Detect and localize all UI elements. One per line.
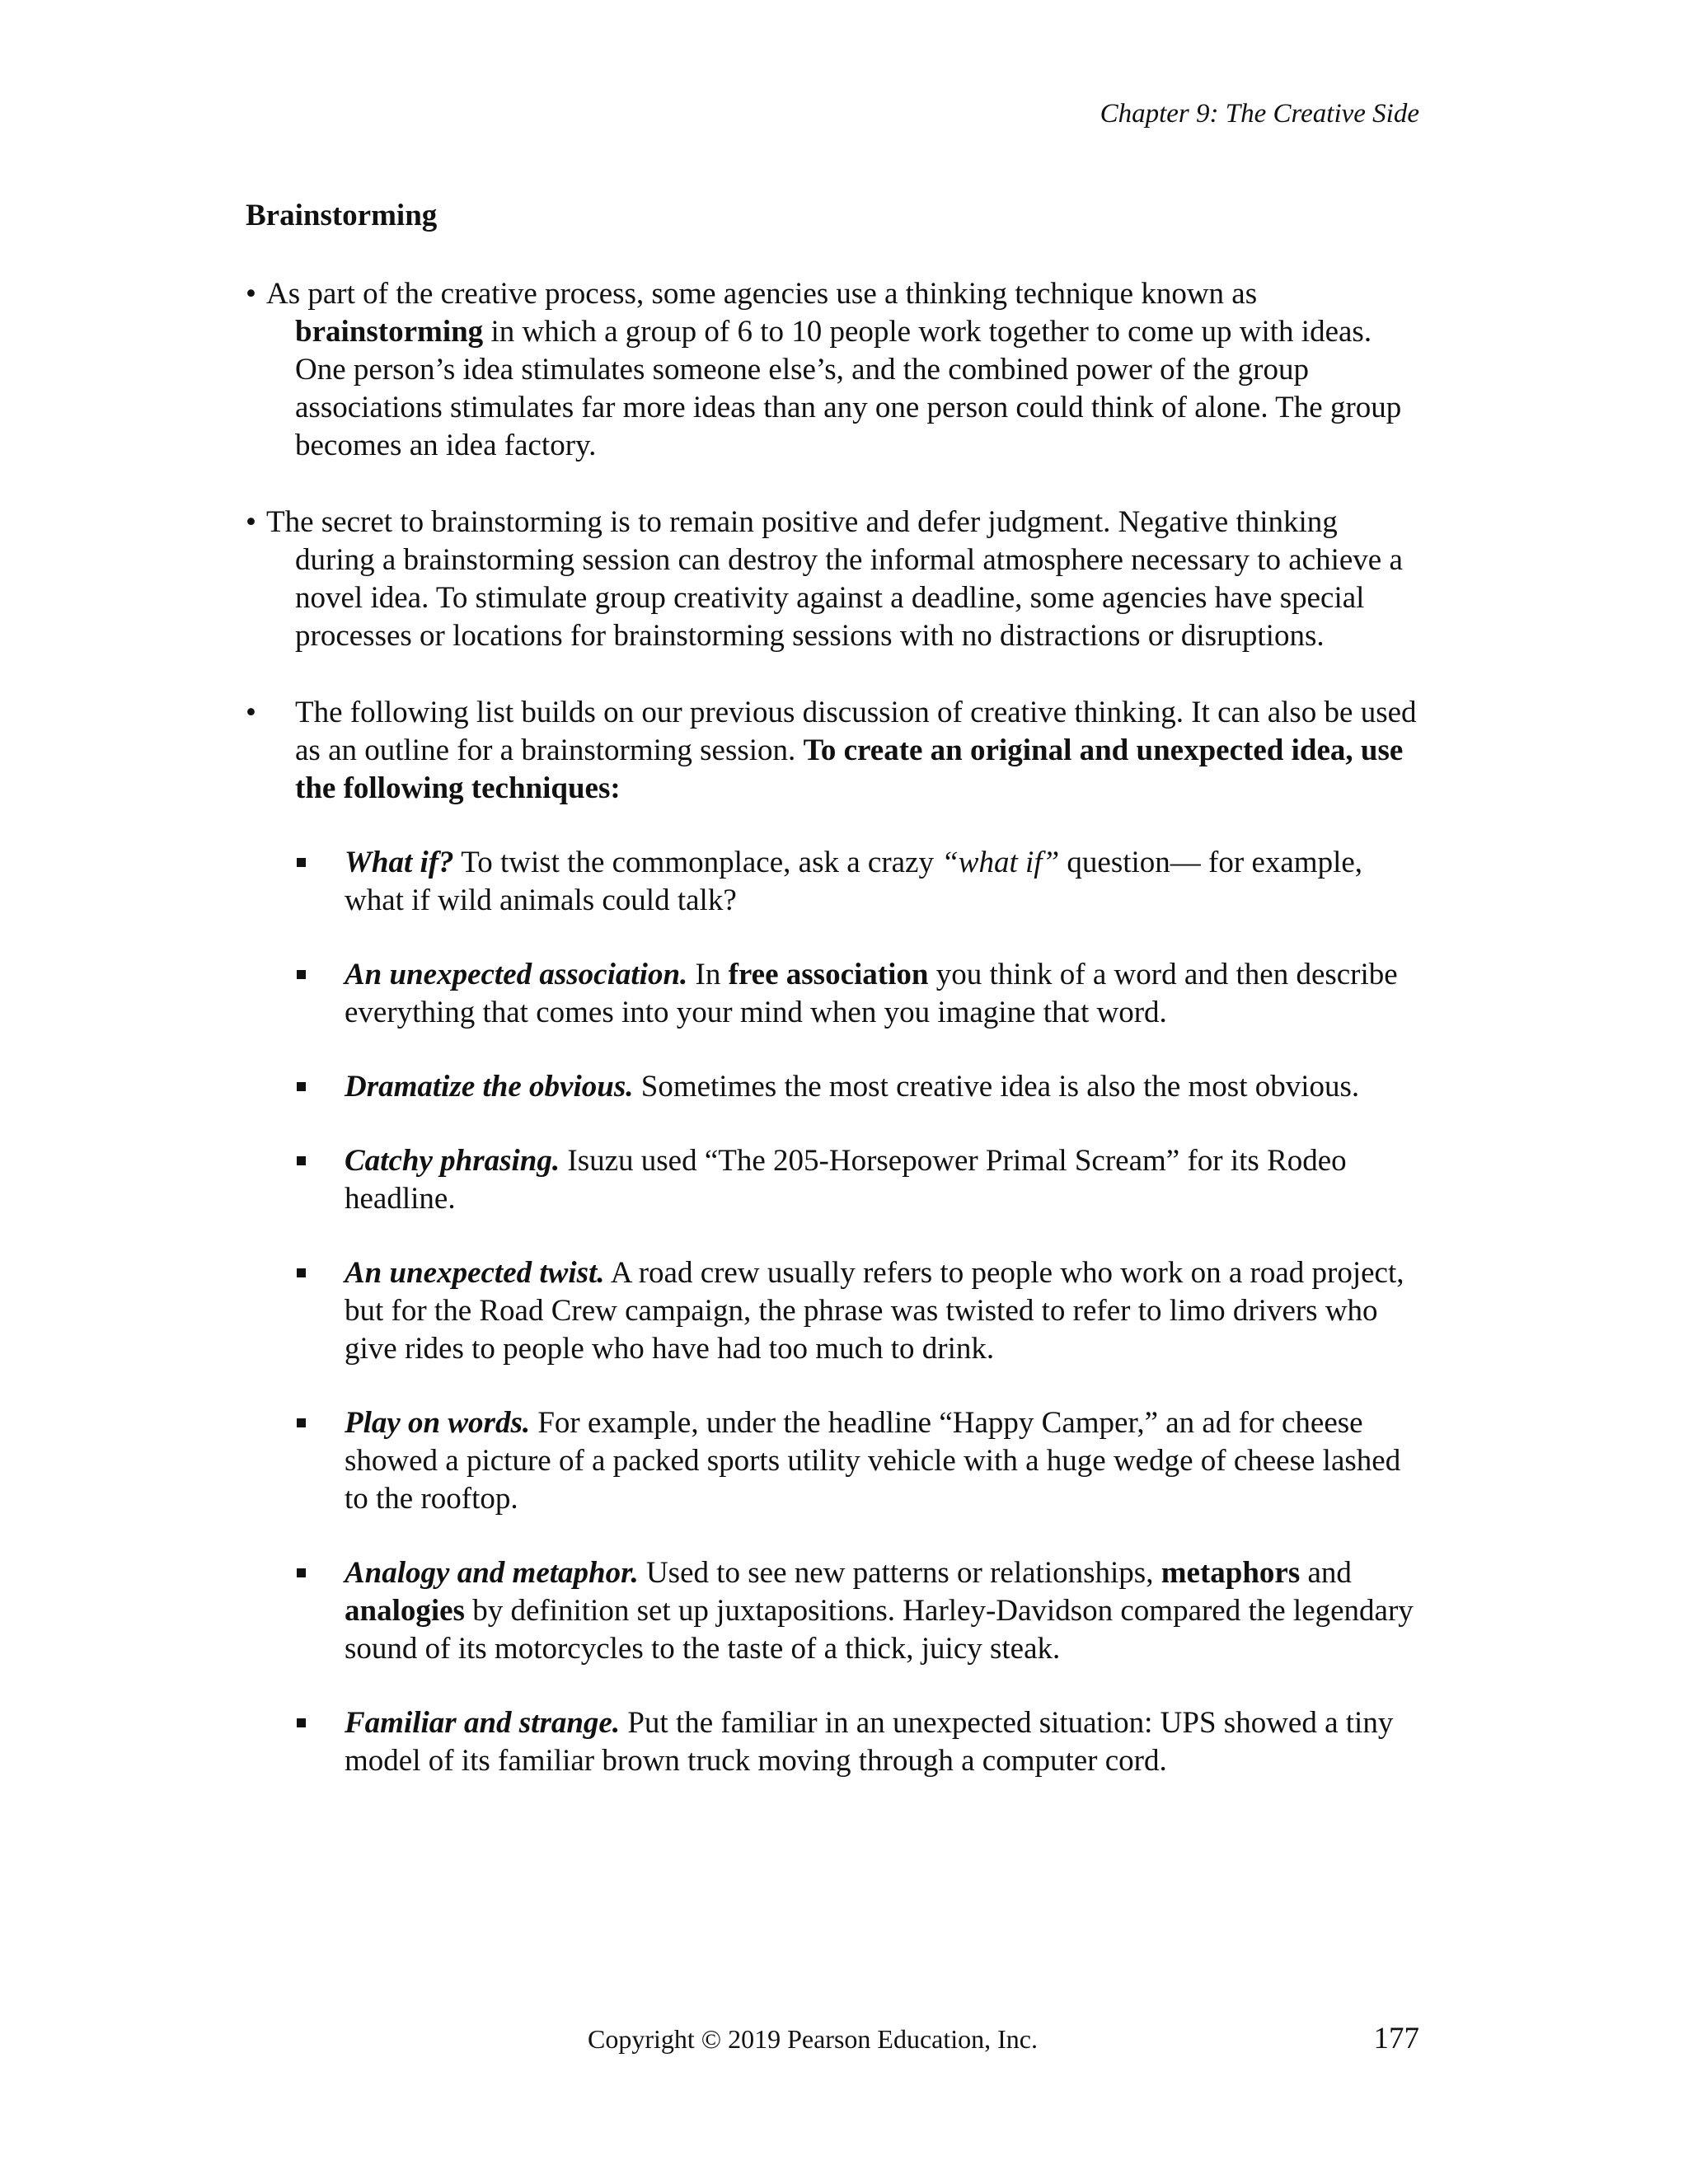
technique-text: In	[687, 958, 729, 991]
paragraph-brainstorming-secret	[246, 504, 1424, 655]
technique-text: Isuzu used “The 205-Horsepower Primal Scream” for its Rodeo headline.	[345, 1144, 1347, 1216]
technique-text: To twist the commonplace, ask a crazy	[453, 846, 942, 879]
square-bullet-icon	[297, 858, 306, 867]
bullet: •	[246, 696, 256, 729]
key-term-brainstorming: brainstorming	[295, 315, 484, 349]
key-term: analogies	[345, 1594, 465, 1628]
list-item	[295, 844, 1424, 920]
list-item	[295, 1554, 1424, 1668]
paragraph-techniques-intro	[246, 694, 1424, 808]
square-bullet-icon	[297, 1268, 306, 1277]
technique-lead: Dramatize the obvious.	[345, 1070, 634, 1104]
technique-text: For example, under the headline “Happy Camper,” an ad for cheese showed a picture of a packed sports utility vehicle with a huge wedge of cheese lashed to the rooftop.	[345, 1406, 1401, 1516]
square-bullet-icon	[297, 970, 306, 979]
square-bullet-icon	[297, 1418, 306, 1427]
technique-text: Used to see new patterns or relationships,	[638, 1556, 1161, 1590]
paragraph-text: in which a group of 6 to 10 people work together to come up with ideas. One person’s idea stimulates someone else’s, and the combined power of the group associations stimulates far more ideas than any one person could think of alone. The group becomes an idea factory.	[295, 315, 1402, 462]
technique-text: Put the familiar in an unexpected situation: UPS showed a tiny model of its familiar brown truck moving through a computer cord.	[345, 1706, 1394, 1778]
square-bullet-icon	[297, 1568, 306, 1577]
bullet: •	[246, 505, 256, 539]
paragraph-bold-text: To create an original and unexpected idea, use the following techniques:	[295, 733, 1404, 805]
technique-lead: Play on words.	[345, 1406, 531, 1440]
technique-text: question— for example, what if wild animals could talk?	[345, 846, 1363, 917]
list-item	[295, 956, 1424, 1032]
paragraph-text: The secret to brainstorming is to remain positive and defer judgment. Negative thinking during a brainstorming session can destroy the informal atmosphere necessary to achieve a novel idea. To stimulate group creativity against a deadline, some agencies have special processes or locations for brainstorming sessions with no distractions or disruptions.	[266, 505, 1403, 653]
square-bullet-icon	[297, 1156, 306, 1165]
technique-lead: An unexpected association.	[345, 958, 688, 991]
technique-text: by definition set up juxtapositions. Harley-Davidson compared the legendary sound of its motorcycles to the taste of a thick, juicy steak.	[345, 1594, 1414, 1666]
list-item	[295, 1404, 1424, 1518]
paragraph-text: The following list builds on our previous discussion of creative thinking. It can also be used as an outline for a brainstorming session.	[295, 696, 1417, 767]
technique-text: Sometimes the most creative idea is also the most obvious.	[633, 1070, 1360, 1104]
copyright-notice: Copyright © 2019 Pearson Education, Inc.	[588, 2024, 1038, 2054]
page-number: 177	[1373, 2022, 1419, 2055]
techniques-list	[246, 844, 1424, 1780]
technique-text: and	[1300, 1556, 1352, 1590]
bullet: •	[246, 277, 256, 311]
key-term: metaphors	[1160, 1556, 1301, 1590]
key-term: free association	[728, 958, 929, 991]
section-title: Brainstorming	[246, 199, 438, 232]
technique-quote: “what if”	[941, 846, 1060, 879]
list-item	[295, 1142, 1424, 1218]
running-head: Chapter 9: The Creative Side	[1100, 99, 1419, 129]
body-content	[246, 275, 1424, 1816]
list-item	[295, 1068, 1424, 1106]
list-item	[295, 1704, 1424, 1780]
list-item	[295, 1254, 1424, 1368]
square-bullet-icon	[297, 1718, 306, 1727]
square-bullet-icon	[297, 1082, 306, 1091]
paragraph-brainstorming-definition	[246, 275, 1424, 465]
technique-text: A road crew usually refers to people who work on a road project, but for the Road Crew campaign, the phrase was twisted to refer to limo drivers who give rides to people who have had too much to drink.	[345, 1256, 1404, 1366]
technique-lead: What if?	[345, 846, 454, 879]
paragraph-text: As part of the creative process, some agencies use a thinking technique known as	[266, 277, 1258, 311]
technique-lead: Analogy and metaphor.	[345, 1556, 639, 1590]
technique-lead: Familiar and strange.	[345, 1706, 621, 1740]
technique-lead: An unexpected twist.	[345, 1256, 605, 1290]
technique-text: you think of a word and then describe everything that comes into your mind when you imagine that word.	[345, 958, 1398, 1029]
technique-lead: Catchy phrasing.	[345, 1144, 560, 1178]
